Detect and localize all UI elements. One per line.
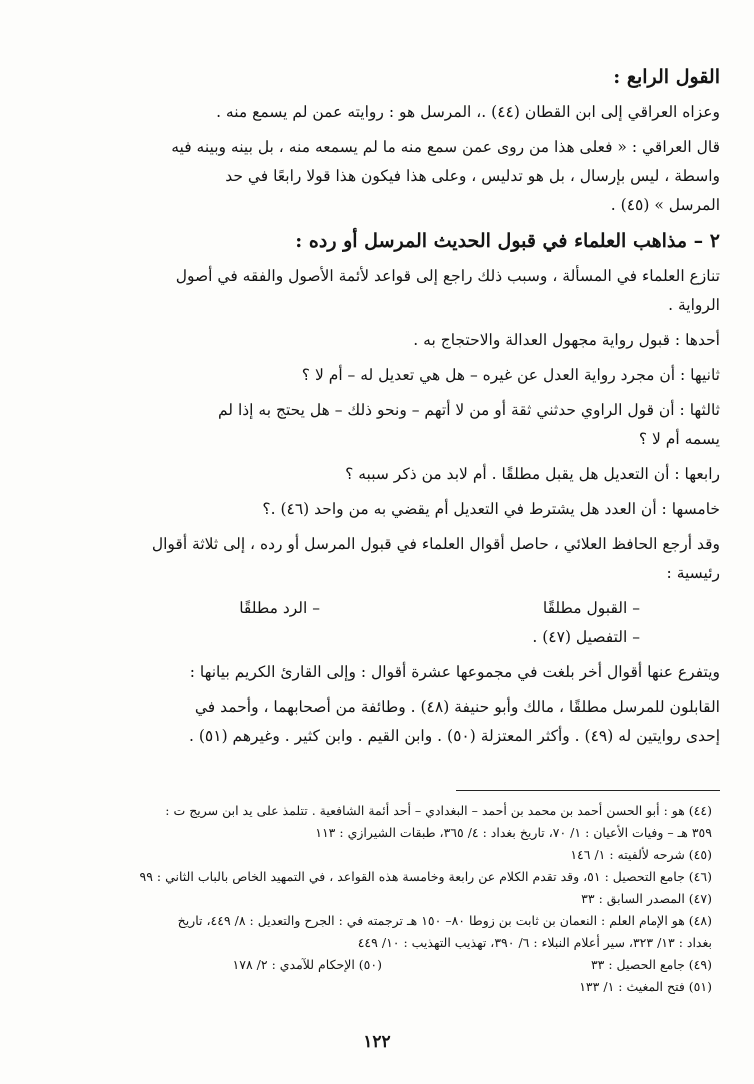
paragraph-line: وقد أرجع الحافظ العلائي ، حاصل أقوال العلماء في قبول المرسل أو رده ، إلى ثلاثة أقوال [151, 535, 720, 553]
view-acceptance: – القبول مطلقًا [542, 599, 640, 617]
paragraph-line: ويتفرع عنها أقوال أخر بلغت في مجموعها عشرة أقوال : وإلى القارئ الكريم بيانها : [189, 663, 720, 681]
paragraph-line: ثانيها : أن مجرد رواية العدل عن غيره – هل هي تعديل له – أم لا ؟ [301, 366, 720, 384]
footnote-49: (٤٩) جامع الحصيل : ٣٣ [590, 957, 712, 972]
paragraph-line: إحدى روايتين له (٤٩) . وأكثر المعتزلة (٥٠) . وابن القيم . وابن كثير . وغيرهم (٥١) . [189, 727, 720, 745]
paragraph-line: خامسها : أن العدد هل يشترط في التعديل أم يقضي به من واحد (٤٦) .؟ [262, 500, 720, 518]
three-views-list [84, 594, 720, 652]
paragraph-line: القابلون للمرسل مطلقًا ، مالك وأبو حنيفة (٤٨) . وطائفة من أصحابهما ، وأحمد في [194, 698, 720, 716]
paragraph-line: ثالثها : أن قول الراوي حدثني ثقة أو من لا أتهم – ونحو ذلك – هل يحتج به إذا لم [217, 401, 720, 419]
paragraph-line: واسطة ، ليس بإرسال ، بل هو تدليس ، وعلى هذا فيكون هذا قولا رابعًا في حد [225, 167, 720, 185]
paragraph-line: المرسل » (٤٥) . [610, 196, 720, 214]
footnote-divider [456, 790, 720, 791]
section-heading-fourth-opinion: القول الرابع : [613, 66, 720, 88]
paragraph-line: وعزاه العراقي إلى ابن القطان (٤٤) .، المرسل هو : روايته عمن لم يسمع منه . [216, 103, 720, 121]
footnote-47: (٤٧) المصدر السابق : ٣٣ [581, 891, 712, 906]
paragraph-line: يسمه أم لا ؟ [638, 430, 720, 448]
paragraph-line: رابعها : أن التعديل هل يقبل مطلقًا . أم لابد من ذكر سببه ؟ [345, 465, 720, 483]
paragraph-line: رئيسية : [666, 564, 720, 582]
footnote-46: (٤٦) جامع التحصيل : ٥١، وقد تقدم الكلام عن رابعة وخامسة هذه القواعد ، في التمهيد الخاص بالباب الثاني : ٩٩ [139, 869, 712, 884]
footnotes [34, 800, 712, 998]
page-number: ١٢٢ [363, 1032, 391, 1052]
footnote-44-cont: ٣٥٩ هـ – وفيات الأعيان : ١/ ٧٠، تاريخ بغداد : ٤/ ٣٦٥، طبقات الشيرازي : ١١٣ [315, 825, 712, 840]
footnote-48-cont: بغداد : ١٣/ ٣٢٣، سير أعلام النبلاء : ٦/ ٣٩٠، تهذيب التهذيب : ١٠/ ٤٤٩ [357, 935, 712, 950]
paragraph-line: قال العراقي : « فعلى هذا من روى عمن سمع منه ما لم يسمعه منه ، بل بينه وبينه فيه [171, 138, 720, 156]
main-text [84, 62, 720, 751]
section-heading-scholars-views: ٢ – مذاهب العلماء في قبول الحديث المرسل أو رده : [295, 230, 720, 252]
footnote-44: (٤٤) هو : أبو الحسن أحمد بن محمد بن أحمد – البغدادي – أحد أئمة الشافعية . تتلمذ على يد ابن سريج ت : [165, 803, 712, 818]
paragraph-line: أحدها : قبول رواية مجهول العدالة والاحتجاج به . [413, 331, 720, 349]
paragraph-line: الرواية . [668, 296, 720, 314]
footnote-50: (٥٠) الإحكام للآمدي : ٢/ ١٧٨ [232, 957, 382, 972]
footnote-pair [34, 954, 712, 976]
view-detail: – التفصيل (٤٧) . [532, 628, 640, 646]
paragraph-line: تنازع العلماء في المسألة ، وسبب ذلك راجع إلى قواعد لأئمة الأصول والفقه في أصول [175, 267, 720, 285]
footnote-45: (٤٥) شرحه لألفيته : ١/ ١٤٦ [570, 847, 712, 862]
view-rejection: – الرد مطلقًا [239, 599, 320, 617]
footnote-51: (٥١) فتح المغيث : ١/ ١٣٣ [579, 979, 712, 994]
footnote-48: (٤٨) هو الإمام العلم : النعمان بن ثابت بن زوطا ٨٠– ١٥٠ هـ ترجمته في : الجرح والتعديل : ٨/ ٤٤٩، تاريخ [177, 913, 712, 928]
